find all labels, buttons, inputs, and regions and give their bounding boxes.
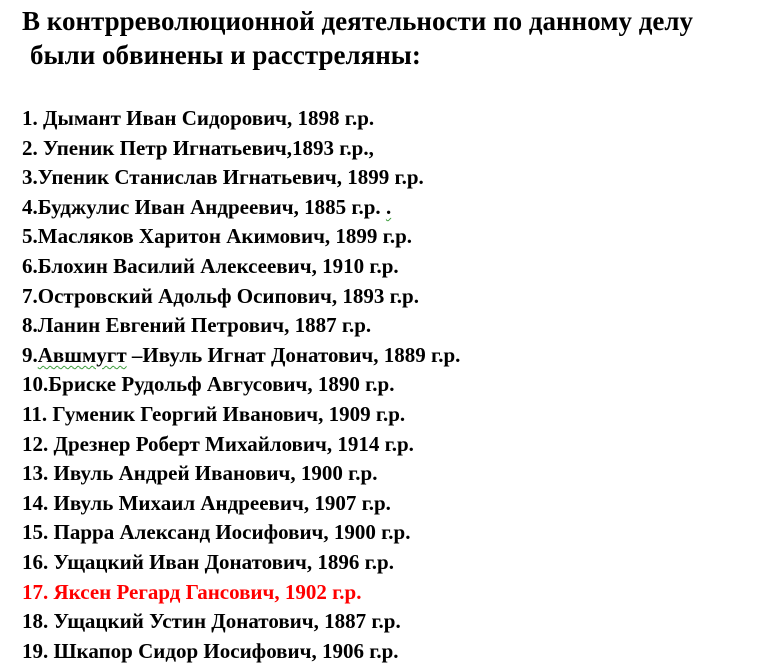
list-item: 16. Ущацкий Иван Донатович, 1896 г.р. bbox=[22, 549, 394, 574]
list-item: 5.Масляков Харитон Акимович, 1899 г.р. bbox=[22, 224, 413, 249]
list-item: 7.Островский Адольф Осипович, 1893 г.р. bbox=[22, 283, 419, 308]
spellcheck-mark: . bbox=[385, 194, 392, 219]
list-item: 13. Ивуль Андрей Иванович, 1900 г.р. bbox=[22, 461, 378, 486]
list-item: 6.Блохин Василий Алексеевич, 1910 г.р. bbox=[22, 253, 399, 278]
list-item-text: –Ивуль Игнат Донатович, 1889 г.р. bbox=[126, 342, 461, 367]
list-item: 14. Ивуль Михаил Андреевич, 1907 г.р. bbox=[22, 490, 391, 515]
title-line-1: В контрреволюционной деятельности по данному делу bbox=[22, 6, 694, 36]
list-item bbox=[22, 341, 460, 371]
list-item: 15. Парра Александ Иосифович, 1900 г.р. bbox=[22, 520, 411, 545]
list-item: 3.Упеник Станислав Игнатьевич, 1899 г.р. bbox=[22, 165, 424, 190]
list-item: 19. Шкапор Сидор Иосифович, 1906 г.р. bbox=[22, 638, 399, 663]
list-item bbox=[22, 193, 460, 223]
list-item: 11. Гуменик Георгий Иванович, 1909 г.р. bbox=[22, 401, 406, 426]
spellcheck-mark: Авшмугт bbox=[37, 342, 127, 367]
page-title bbox=[22, 4, 693, 72]
list-item-text: 4.Буджулис Иван Андреевич, 1885 г.р. bbox=[22, 194, 386, 219]
list-item-highlighted: 17. Яксен Регард Гансович, 1902 г.р. bbox=[22, 579, 362, 604]
title-line-2: были обвинены и расстреляны: bbox=[30, 40, 421, 70]
list-item-text: 9. bbox=[22, 342, 38, 367]
list-item: 1. Дымант Иван Сидорович, 1898 г.р. bbox=[22, 106, 375, 130]
list-item: 12. Дрезнер Роберт Михайлович, 1914 г.р. bbox=[22, 431, 414, 456]
list-item: 8.Ланин Евгений Петрович, 1887 г.р. bbox=[22, 313, 372, 338]
list-item: 18. Ущацкий Устин Донатович, 1887 г.р. bbox=[22, 609, 401, 634]
list-item: 2. Упеник Петр Игнатьевич,1893 г.р., bbox=[22, 135, 374, 160]
victims-list bbox=[22, 104, 460, 666]
list-item: 10.Бриске Рудольф Авгусович, 1890 г.р. bbox=[22, 372, 395, 397]
